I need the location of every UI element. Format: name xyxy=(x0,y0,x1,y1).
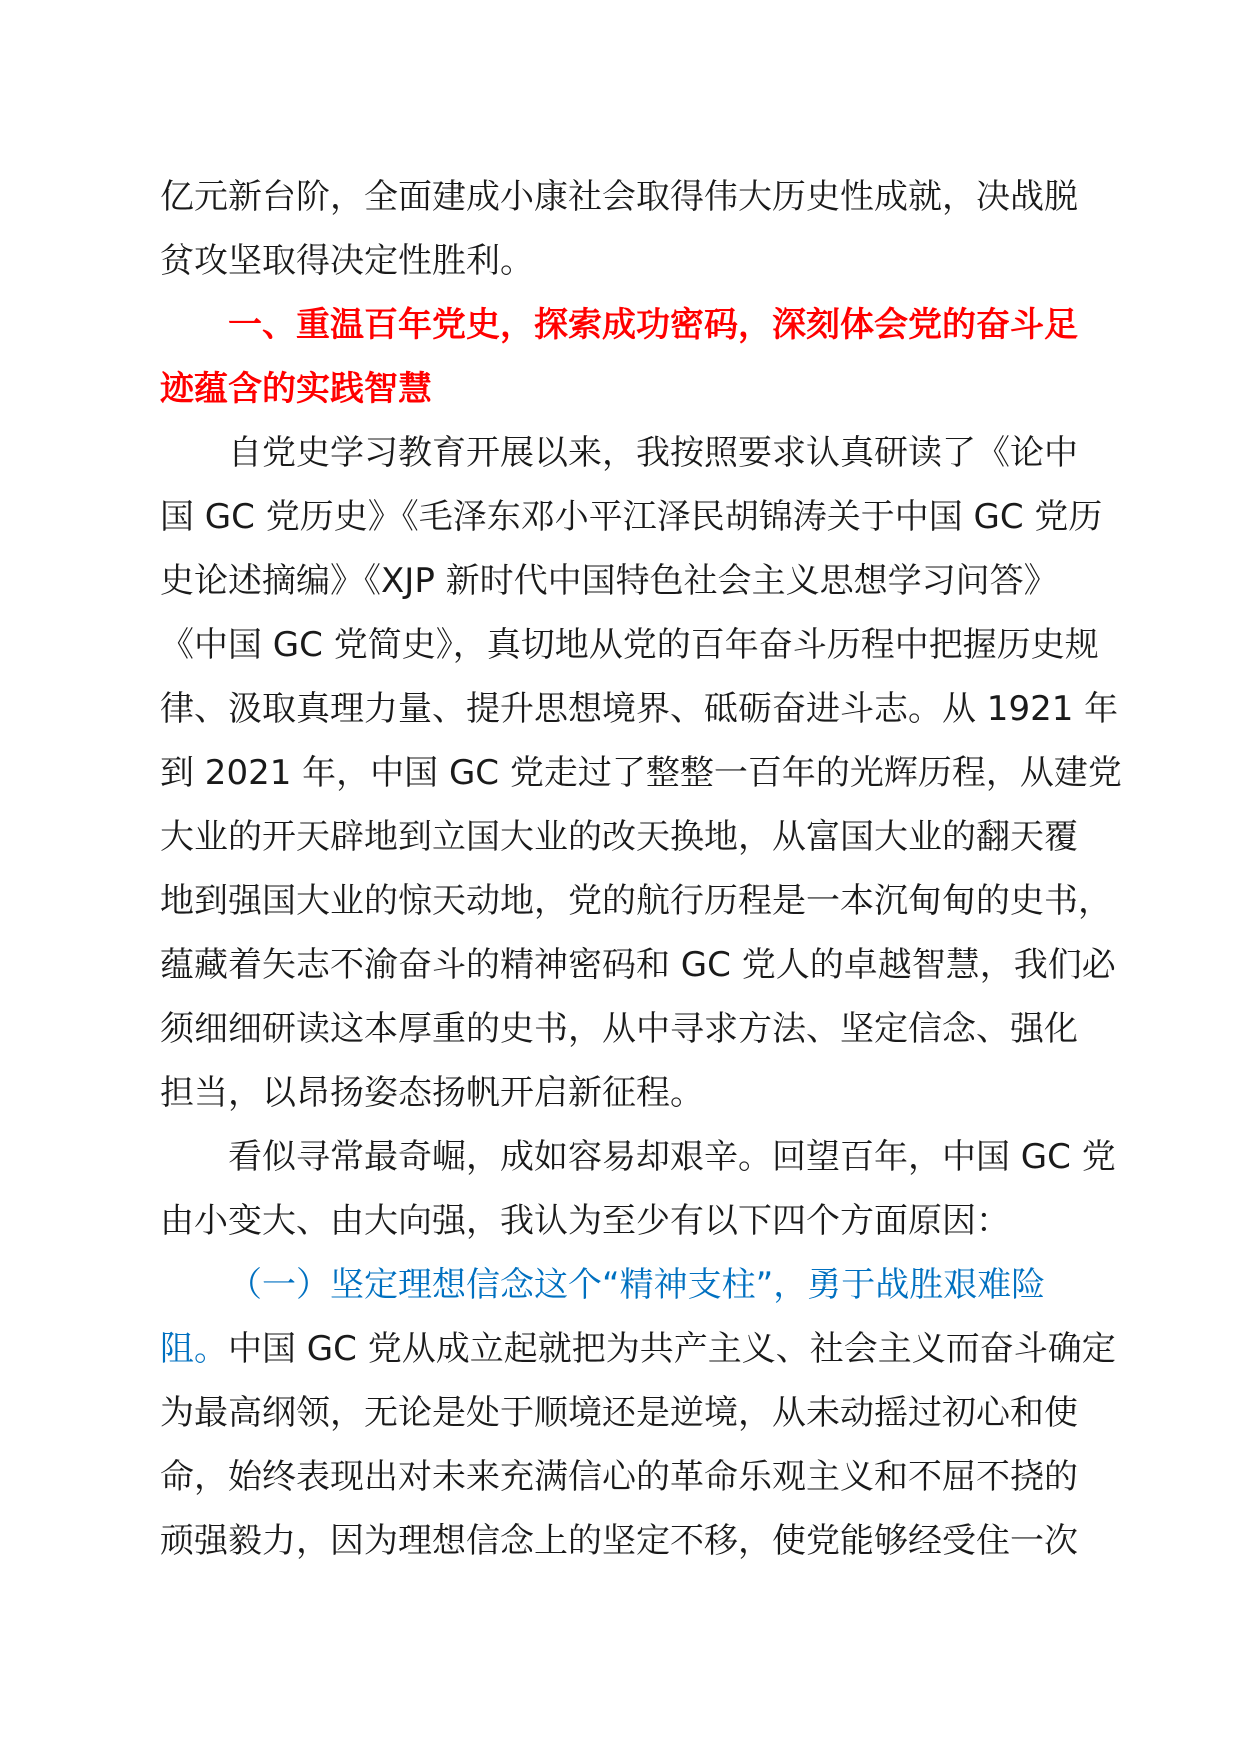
paragraph-2-line-9: 蕴藏着矢志不渝奋斗的精神密码和 GC 党人的卓越智慧，我们必 xyxy=(160,945,1116,985)
section-heading-line-1: 一、重温百年党史，探索成功密码，深刻体会党的奋斗足 xyxy=(228,305,1078,345)
document-body xyxy=(160,165,1120,1573)
paragraph-1-line-2: 贫攻坚取得决定性胜利。 xyxy=(160,241,534,281)
paragraph-1-line-1: 亿元新台阶，全面建成小康社会取得伟大历史性成就，决战脱 xyxy=(160,177,1078,217)
paragraph-3-line-2: 由小变大、由大向强，我认为至少有以下四个方面原因： xyxy=(160,1201,1010,1241)
paragraph-4-line-5: 顽强毅力，因为理想信念上的坚定不移，使党能够经受住一次 xyxy=(160,1521,1078,1561)
subheading-1-line-2: 阻。 xyxy=(160,1329,228,1369)
paragraph-2-line-10: 须细细研读这本厚重的史书，从中寻求方法、坚定信念、强化 xyxy=(160,1009,1078,1049)
paragraph-2-line-1: 自党史学习教育开展以来，我按照要求认真研读了《论中 xyxy=(228,433,1078,473)
paragraph-2-line-4: 《中国 GC 党简史》，真切地从党的百年奋斗历程中把握历史规 xyxy=(160,625,1099,665)
paragraph-2-line-6: 到 2021 年，中国 GC 党走过了整整一百年的光辉历程，从建党 xyxy=(160,753,1122,793)
paragraph-2-line-3: 史论述摘编》《XJP 新时代中国特色社会主义思想学习问答》 xyxy=(160,561,1058,601)
section-heading-line-2: 迹蕴含的实践智慧 xyxy=(160,369,432,409)
paragraph-4-line-2-text: 中国 GC 党从成立起就把为共产主义、社会主义而奋斗确定 xyxy=(228,1329,1116,1369)
paragraph-2-line-8: 地到强国大业的惊天动地，党的航行历程是一本沉甸甸的史书， xyxy=(160,881,1112,921)
subheading-1-line-1: （一）坚定理想信念这个“精神支柱”，勇于战胜艰难险 xyxy=(228,1265,1046,1305)
paragraph-2-line-2: 国 GC 党历史》《毛泽东邓小平江泽民胡锦涛关于中国 GC 党历 xyxy=(160,497,1103,537)
paragraph-2-line-7: 大业的开天辟地到立国大业的改天换地，从富国大业的翻天覆 xyxy=(160,817,1078,857)
paragraph-4-line-2 xyxy=(160,1317,1120,1381)
paragraph-3-line-1: 看似寻常最奇崛，成如容易却艰辛。回望百年，中国 GC 党 xyxy=(228,1137,1116,1177)
paragraph-2-line-11: 担当，以昂扬姿态扬帆开启新征程。 xyxy=(160,1073,704,1113)
paragraph-4-line-3: 为最高纲领，无论是处于顺境还是逆境，从未动摇过初心和使 xyxy=(160,1393,1078,1433)
paragraph-4-line-4: 命，始终表现出对未来充满信心的革命乐观主义和不屈不挠的 xyxy=(160,1457,1078,1497)
paragraph-2-line-5: 律、汲取真理力量、提升思想境界、砥砺奋进斗志。从 1921 年 xyxy=(160,689,1119,729)
